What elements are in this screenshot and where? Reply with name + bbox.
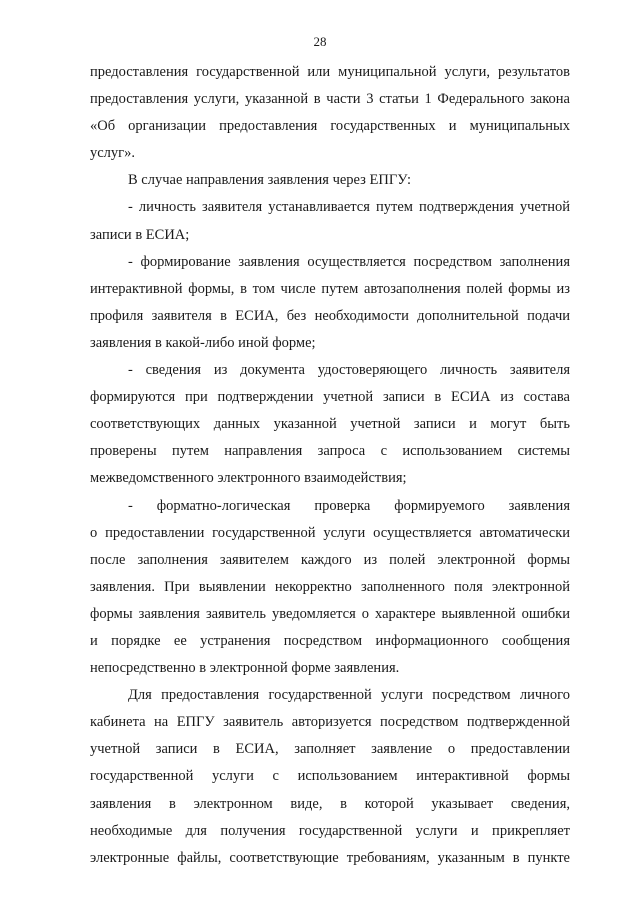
text-line: интерактивной формы, в том числе путем автозаполнения полей формы из <box>90 280 570 297</box>
document-body <box>90 59 570 872</box>
text-line: соответствующих данных указанной учетной записи и могут быть <box>90 416 570 433</box>
text-line: проверены путем направления запроса с использованием системы <box>90 443 570 460</box>
text-line: В случае направления заявления через ЕПГУ: <box>128 172 411 189</box>
text-line: - сведения из документа удостоверяющего личность заявителя <box>128 362 570 379</box>
text-line: межведомственного электронного взаимодействия; <box>90 470 407 487</box>
text-line: необходимые для получения государственной услуги и прикрепляет <box>90 822 570 839</box>
text-line: формируются при подтверждении учетной записи в ЕСИА из состава <box>90 389 570 406</box>
text-line: государственной услуги с использованием интерактивной формы <box>90 768 570 785</box>
text-line: непосредственно в электронной форме заявления. <box>90 660 400 677</box>
text-line: и порядке ее устранения посредством информационного сообщения <box>90 632 570 649</box>
text-line: предоставления услуги, указанной в части 3 статьи 1 Федерального закона <box>90 91 570 108</box>
text-line: предоставления государственной или муниципальной услуги, результатов <box>90 64 570 80</box>
text-line: услуг». <box>90 145 135 162</box>
text-line: электронные файлы, соответствующие требованиям, указанным в пункте <box>90 849 570 866</box>
text-line: - формирование заявления осуществляется посредством заполнения <box>128 253 570 270</box>
text-line: записи в ЕСИА; <box>90 226 190 243</box>
page-number: 28 <box>313 34 327 49</box>
text-line: Для предоставления государственной услуги посредством личного <box>128 687 570 704</box>
text-line: - личность заявителя устанавливается путем подтверждения учетной <box>128 199 570 216</box>
text-line: формы заявления заявитель уведомляется о характере выявленной ошибки <box>90 605 570 622</box>
text-line: заявления. При выявлении некорректно заполненного поля электронной <box>90 578 570 595</box>
text-line: заявления в какой-либо иной форме; <box>90 334 316 351</box>
text-line: учетной записи в ЕСИА, заполняет заявление о предоставлении <box>90 741 570 758</box>
text-line: о предоставлении государственной услуги осуществляется автоматически <box>90 524 570 541</box>
text-line: после заполнения заявителем каждого из полей электронной формы <box>90 551 570 568</box>
text-line: заявления в электронном виде, в которой указывает сведения, <box>90 795 570 812</box>
text-line: кабинета на ЕПГУ заявитель авторизуется посредством подтвержденной <box>90 714 570 731</box>
text-line: «Об организации предоставления государственных и муниципальных <box>90 118 570 135</box>
text-line: профиля заявителя в ЕСИА, без необходимости дополнительной подачи <box>90 307 570 324</box>
text-line: - форматно-логическая проверка формируемого заявления <box>128 497 570 514</box>
